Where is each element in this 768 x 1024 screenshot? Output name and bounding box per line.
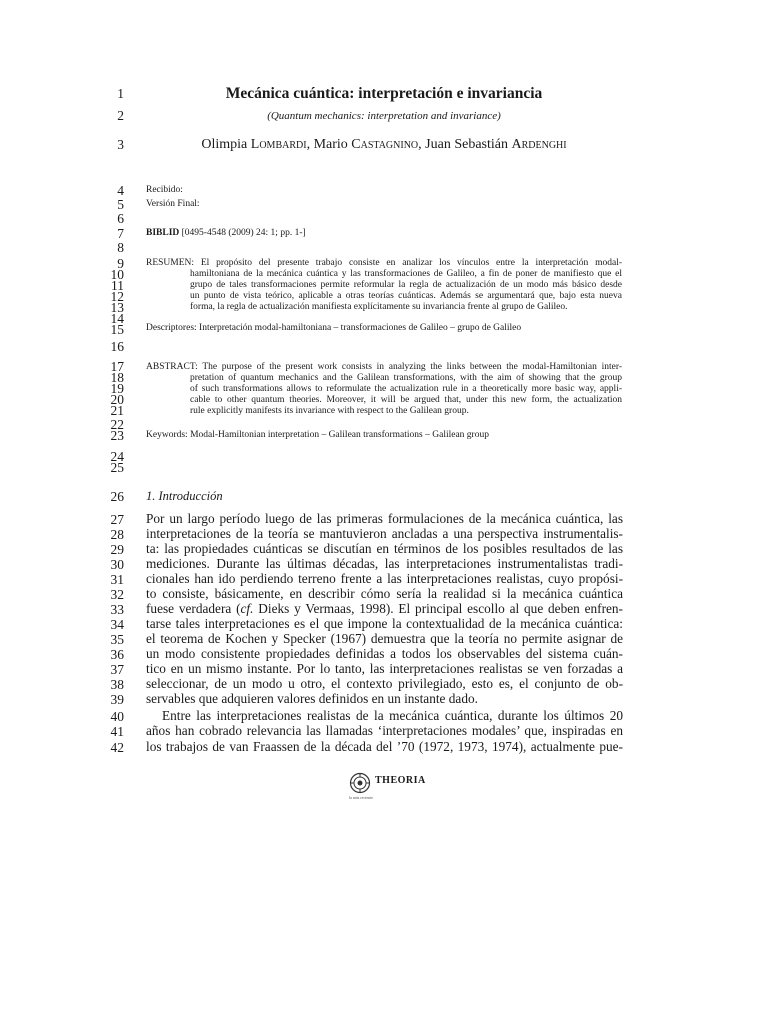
received-label: Recibido: (146, 185, 183, 195)
abstract-line: rule explicitly manifests its invariance with respect to the Galilean group. (190, 406, 469, 416)
line-number: 22 (110, 417, 124, 432)
line-number: 24 (110, 449, 124, 464)
biblid-label: BIBLID (146, 228, 180, 238)
line-number: 9 (117, 256, 124, 271)
line-number: 41 (110, 724, 124, 739)
line-number: 14 (110, 311, 124, 326)
abstract-line (146, 362, 622, 372)
theoria-logo-icon (349, 772, 371, 794)
abstract-line: pretation of quantum mechanics and the Galilean transformations, with the aim of showing that the group (190, 373, 622, 383)
final-version-label: Versión Final: (146, 199, 200, 209)
line-number: 32 (110, 587, 124, 602)
line-number: 18 (110, 370, 124, 385)
line-number: 3 (117, 137, 124, 152)
resumen-text: : El propósito del presente trabajo consiste en analizar los vínculos entre la interpretación modal- (191, 258, 622, 268)
resumen-line: hamiltoniana de la mecánica cuántica y las transformaciones de Galileo, a fin de poner de manifiesto que el (190, 269, 622, 279)
body-line: mediciones. Durante las últimas décadas, las interpretaciones instrumentalistas tradi- (146, 556, 623, 571)
line-number: 26 (110, 489, 124, 504)
resumen-label: RESUMEN (146, 258, 192, 268)
resumen-line: grupo de tales transformaciones permite reformular la regla de actualización de un modo más básico desde (190, 280, 622, 290)
keywords: Keywords: Modal-Hamiltonian interpretation – Galilean transformations – Galilean group (146, 430, 489, 440)
body-text: fuese verdadera ( (146, 601, 241, 616)
body-line: Entre las interpretaciones realistas de la mecánica cuántica, durante los últimos 20 (162, 708, 623, 723)
line-number: 21 (110, 403, 124, 418)
biblid (146, 228, 306, 238)
resumen-line (146, 258, 622, 268)
line-number: 23 (110, 428, 124, 443)
abstract-text: : The purpose of the present work consists in analyzing the links between the modal-Hamiltonian inter- (195, 362, 622, 372)
resumen-line: un punto de vista teórico, aplicable a otras teorías cuánticas. Además se argumentará que, bajo esta nueva (190, 291, 622, 301)
body-line (146, 601, 623, 617)
line-number: 19 (110, 381, 124, 396)
body-line: interpretaciones de la teoría se mantuvieron ancladas a una perspectiva instrumentalis- (146, 526, 623, 541)
author-1-last: Lombardi (250, 137, 307, 152)
paper-authors (124, 137, 644, 153)
body-line: servables que adquieren valores definidos en un instante dado. (146, 691, 478, 706)
body-line: el teorema de Kochen y Specker (1967) demuestra que la teoría no permite asignar de (146, 631, 623, 646)
body-line: Por un largo período luego de las primeras formulaciones de la mecánica cuántica, las (146, 511, 623, 526)
line-number: 28 (110, 527, 124, 542)
author-2-first: , Mario (306, 137, 352, 152)
line-number: 35 (110, 632, 124, 647)
line-number: 13 (110, 300, 124, 315)
line-number: 36 (110, 647, 124, 662)
author-3-last: Ardenghi (511, 137, 567, 152)
resumen-line: forma, la regla de actualización manifiesta explícitamente su invariancia frente al grupo de Galileo. (190, 302, 568, 312)
line-number: 29 (110, 542, 124, 557)
body-line: to consiste, básicamente, en describir cómo sería la realidad si la mecánica cuántica (146, 586, 623, 601)
line-number: 30 (110, 557, 124, 572)
line-number: 38 (110, 677, 124, 692)
line-number: 17 (110, 359, 124, 374)
line-number: 16 (110, 339, 124, 354)
body-line: años han cobrado relevancia las llamadas ‘interpretaciones modales’ que, inspiradas en (146, 723, 623, 738)
line-number: 15 (110, 322, 124, 337)
biblid-value: [0495-4548 (2009) 24: 1; pp. 1-] (179, 228, 306, 238)
line-number: 27 (110, 512, 124, 527)
line-number: 31 (110, 572, 124, 587)
line-number: 20 (110, 392, 124, 407)
line-number: 8 (117, 240, 124, 255)
line-number: 39 (110, 692, 124, 707)
line-number: 4 (117, 183, 124, 198)
body-line: tarse tales interpretaciones es el que impone la contextualidad de la mecánica cuántica: (146, 616, 623, 631)
section-heading: 1. Introducción (146, 489, 223, 503)
line-number: 1 (117, 86, 124, 101)
line-number: 33 (110, 602, 124, 617)
body-line: un modo consistente propiedades definidas a todos los observables del sistema cuán- (146, 646, 623, 661)
line-number: 2 (117, 108, 124, 123)
line-number: 12 (110, 289, 124, 304)
line-number: 34 (110, 617, 124, 632)
body-text: Dieks y Vermaas, 1998). El principal escollo al que deben enfren- (253, 601, 623, 616)
body-line: los trabajos de van Fraassen de la década del ’70 (1972, 1973, 1974), actualmente pue- (146, 739, 623, 754)
line-number: 11 (111, 278, 124, 293)
body-line: ta: las propiedades cuánticas se discutían en términos de los posibles resultados de las (146, 541, 623, 556)
author-1-first: Olimpia (201, 137, 251, 152)
abstract-line: of such transformations allows to reformulate the actualization rule in a theoretically more basic way, appli- (190, 384, 622, 394)
line-number: 37 (110, 662, 124, 677)
line-number: 40 (110, 709, 124, 724)
body-line: cionales han ido perdiendo terreno frente a las interpretaciones realistas, cuyo propósi- (146, 571, 623, 586)
journal-name: THEORIA (375, 775, 426, 786)
paper-subtitle: (Quantum mechanics: interpretation and invariance) (267, 110, 501, 122)
abstract-line: cable to other quantum theories. Moreover, it will be argued that, under this new form, the actualization (190, 395, 622, 405)
abstract-label: ABSTRACT (146, 362, 196, 372)
author-2-last: Castagnino (351, 137, 419, 152)
line-number: 7 (117, 226, 124, 241)
body-line: seleccionar, de un modo u otro, el contexto privilegiado, esto es, el conjunto de ob- (146, 676, 623, 691)
line-number: 6 (117, 211, 124, 226)
line-number: 25 (110, 460, 124, 475)
line-number: 10 (110, 267, 124, 282)
cf-abbrev: cf. (240, 601, 254, 616)
line-number: 5 (117, 197, 124, 212)
journal-tagline: la más reciente (349, 795, 373, 800)
body-line: tico en un mismo instante. Por lo tanto, las interpretaciones realistas se ven forzadas a (146, 661, 623, 676)
paper-title: Mecánica cuántica: interpretación e invariancia (225, 85, 543, 102)
line-number: 42 (110, 740, 124, 755)
author-3-first: , Juan Sebastián (418, 137, 512, 152)
descriptores: Descriptores: Interpretación modal-hamiltoniana – transformaciones de Galileo – grupo de Galileo (146, 323, 522, 333)
